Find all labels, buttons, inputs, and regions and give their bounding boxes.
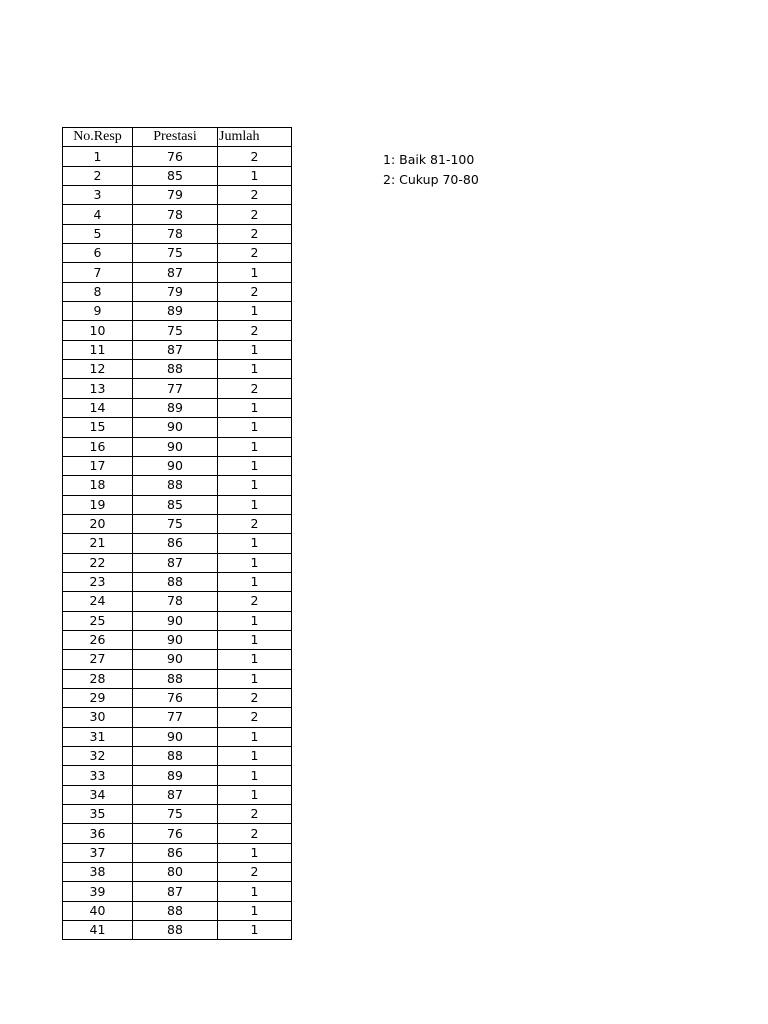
cell-jumlah: 1 (218, 553, 292, 572)
cell-no-resp: 37 (63, 843, 133, 862)
cell-no-resp: 28 (63, 669, 133, 688)
cell-jumlah: 2 (218, 805, 292, 824)
cell-prestasi: 79 (133, 186, 218, 205)
cell-prestasi: 90 (133, 418, 218, 437)
cell-prestasi: 87 (133, 263, 218, 282)
cell-no-resp: 40 (63, 901, 133, 920)
cell-jumlah: 1 (218, 418, 292, 437)
cell-prestasi: 90 (133, 437, 218, 456)
table-row (63, 340, 292, 359)
table-row (63, 863, 292, 882)
cell-jumlah: 2 (218, 205, 292, 224)
table-row (63, 514, 292, 533)
table-row (63, 186, 292, 205)
cell-jumlah: 2 (218, 592, 292, 611)
legend-item-baik: 1: Baik 81-100 (383, 152, 475, 167)
cell-prestasi: 87 (133, 785, 218, 804)
cell-jumlah: 2 (218, 708, 292, 727)
cell-prestasi: 75 (133, 514, 218, 533)
cell-prestasi: 78 (133, 205, 218, 224)
cell-no-resp: 35 (63, 805, 133, 824)
cell-jumlah: 2 (218, 379, 292, 398)
cell-jumlah: 1 (218, 495, 292, 514)
cell-prestasi: 89 (133, 302, 218, 321)
cell-prestasi: 87 (133, 340, 218, 359)
cell-no-resp: 33 (63, 766, 133, 785)
table-row (63, 360, 292, 379)
cell-prestasi: 88 (133, 921, 218, 940)
cell-jumlah: 1 (218, 611, 292, 630)
table-row (63, 476, 292, 495)
table-row (63, 302, 292, 321)
table-row (63, 495, 292, 514)
cell-no-resp: 24 (63, 592, 133, 611)
cell-jumlah: 2 (218, 824, 292, 843)
cell-prestasi: 88 (133, 901, 218, 920)
cell-jumlah: 1 (218, 630, 292, 649)
cell-prestasi: 90 (133, 650, 218, 669)
cell-prestasi: 76 (133, 688, 218, 707)
cell-jumlah: 2 (218, 186, 292, 205)
cell-prestasi: 87 (133, 882, 218, 901)
table-row (63, 688, 292, 707)
cell-prestasi: 87 (133, 553, 218, 572)
table-row (63, 147, 292, 166)
cell-no-resp: 38 (63, 863, 133, 882)
header-jumlah: Jumlah (218, 128, 292, 147)
table-row (63, 901, 292, 920)
table-row (63, 321, 292, 340)
cell-no-resp: 7 (63, 263, 133, 282)
cell-no-resp: 13 (63, 379, 133, 398)
cell-no-resp: 39 (63, 882, 133, 901)
cell-jumlah: 1 (218, 263, 292, 282)
data-table (62, 127, 292, 940)
cell-jumlah: 2 (218, 282, 292, 301)
cell-no-resp: 12 (63, 360, 133, 379)
table-body (63, 147, 292, 940)
cell-jumlah: 2 (218, 688, 292, 707)
cell-prestasi: 77 (133, 379, 218, 398)
table-row (63, 437, 292, 456)
table-row (63, 921, 292, 940)
table-row (63, 805, 292, 824)
cell-prestasi: 88 (133, 476, 218, 495)
table-row (63, 882, 292, 901)
cell-no-resp: 36 (63, 824, 133, 843)
cell-prestasi: 75 (133, 244, 218, 263)
cell-no-resp: 31 (63, 727, 133, 746)
cell-no-resp: 21 (63, 534, 133, 553)
cell-prestasi: 88 (133, 747, 218, 766)
cell-prestasi: 90 (133, 456, 218, 475)
table-row (63, 592, 292, 611)
cell-prestasi: 89 (133, 398, 218, 417)
cell-jumlah: 1 (218, 166, 292, 185)
table-row (63, 747, 292, 766)
cell-no-resp: 18 (63, 476, 133, 495)
table-row (63, 824, 292, 843)
cell-no-resp: 23 (63, 572, 133, 591)
cell-prestasi: 85 (133, 166, 218, 185)
cell-no-resp: 10 (63, 321, 133, 340)
cell-jumlah: 1 (218, 437, 292, 456)
cell-jumlah: 1 (218, 727, 292, 746)
cell-prestasi: 78 (133, 224, 218, 243)
cell-jumlah: 2 (218, 321, 292, 340)
table-row (63, 669, 292, 688)
cell-no-resp: 11 (63, 340, 133, 359)
cell-prestasi: 75 (133, 805, 218, 824)
cell-no-resp: 5 (63, 224, 133, 243)
cell-jumlah: 1 (218, 882, 292, 901)
cell-prestasi: 80 (133, 863, 218, 882)
cell-jumlah: 1 (218, 398, 292, 417)
cell-jumlah: 1 (218, 572, 292, 591)
table-row (63, 398, 292, 417)
cell-no-resp: 32 (63, 747, 133, 766)
cell-no-resp: 27 (63, 650, 133, 669)
table-row (63, 263, 292, 282)
cell-no-resp: 8 (63, 282, 133, 301)
cell-prestasi: 86 (133, 534, 218, 553)
table-row (63, 456, 292, 475)
cell-jumlah: 1 (218, 747, 292, 766)
cell-prestasi: 86 (133, 843, 218, 862)
cell-prestasi: 88 (133, 360, 218, 379)
cell-prestasi: 78 (133, 592, 218, 611)
cell-prestasi: 88 (133, 669, 218, 688)
cell-jumlah: 1 (218, 340, 292, 359)
cell-jumlah: 1 (218, 534, 292, 553)
table-row (63, 708, 292, 727)
cell-jumlah: 2 (218, 224, 292, 243)
cell-prestasi: 76 (133, 824, 218, 843)
table-row (63, 630, 292, 649)
cell-jumlah: 1 (218, 476, 292, 495)
cell-no-resp: 2 (63, 166, 133, 185)
cell-prestasi: 76 (133, 147, 218, 166)
table-row (63, 534, 292, 553)
cell-no-resp: 4 (63, 205, 133, 224)
cell-no-resp: 19 (63, 495, 133, 514)
cell-jumlah: 1 (218, 360, 292, 379)
table-row (63, 785, 292, 804)
cell-no-resp: 25 (63, 611, 133, 630)
table-row (63, 843, 292, 862)
table-row (63, 611, 292, 630)
cell-no-resp: 26 (63, 630, 133, 649)
cell-jumlah: 1 (218, 650, 292, 669)
table-row (63, 379, 292, 398)
table-row (63, 418, 292, 437)
header-no-resp: No.Resp (63, 128, 133, 147)
table-row (63, 205, 292, 224)
cell-jumlah: 1 (218, 669, 292, 688)
cell-no-resp: 17 (63, 456, 133, 475)
table-row (63, 553, 292, 572)
cell-no-resp: 15 (63, 418, 133, 437)
table-row (63, 650, 292, 669)
cell-jumlah: 1 (218, 843, 292, 862)
cell-jumlah: 2 (218, 514, 292, 533)
table-row (63, 244, 292, 263)
table-row (63, 282, 292, 301)
cell-no-resp: 22 (63, 553, 133, 572)
cell-no-resp: 9 (63, 302, 133, 321)
cell-no-resp: 34 (63, 785, 133, 804)
cell-prestasi: 79 (133, 282, 218, 301)
cell-jumlah: 2 (218, 244, 292, 263)
cell-no-resp: 30 (63, 708, 133, 727)
cell-jumlah: 1 (218, 302, 292, 321)
legend-item-cukup: 2: Cukup 70-80 (383, 172, 479, 187)
table-row (63, 224, 292, 243)
cell-jumlah: 2 (218, 147, 292, 166)
cell-prestasi: 75 (133, 321, 218, 340)
cell-jumlah: 1 (218, 766, 292, 785)
cell-jumlah: 2 (218, 863, 292, 882)
cell-prestasi: 77 (133, 708, 218, 727)
cell-no-resp: 3 (63, 186, 133, 205)
cell-no-resp: 20 (63, 514, 133, 533)
table-row (63, 166, 292, 185)
cell-prestasi: 89 (133, 766, 218, 785)
cell-jumlah: 1 (218, 785, 292, 804)
cell-prestasi: 90 (133, 630, 218, 649)
legend (383, 150, 479, 190)
table-row (63, 766, 292, 785)
cell-prestasi: 85 (133, 495, 218, 514)
cell-prestasi: 88 (133, 572, 218, 591)
cell-no-resp: 6 (63, 244, 133, 263)
cell-no-resp: 41 (63, 921, 133, 940)
cell-no-resp: 16 (63, 437, 133, 456)
cell-no-resp: 1 (63, 147, 133, 166)
table-row (63, 727, 292, 746)
cell-jumlah: 1 (218, 456, 292, 475)
cell-jumlah: 1 (218, 901, 292, 920)
cell-no-resp: 14 (63, 398, 133, 417)
cell-prestasi: 90 (133, 727, 218, 746)
header-prestasi: Prestasi (133, 128, 218, 147)
cell-no-resp: 29 (63, 688, 133, 707)
cell-jumlah: 1 (218, 921, 292, 940)
header-row (63, 128, 292, 147)
cell-prestasi: 90 (133, 611, 218, 630)
table-row (63, 572, 292, 591)
